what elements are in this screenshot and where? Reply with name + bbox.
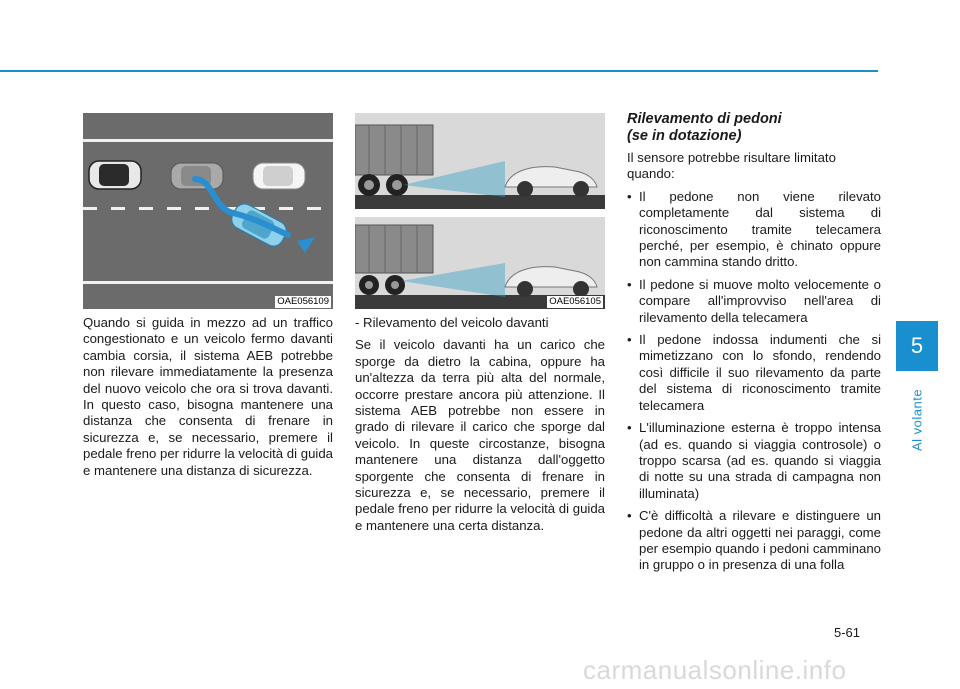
car-white-icon xyxy=(253,163,305,189)
figure-code: OAE056109 xyxy=(277,296,329,307)
heading-line2: (se in dotazione) xyxy=(627,128,742,144)
car-dark-icon xyxy=(89,161,141,189)
section-heading xyxy=(627,111,881,145)
column1-paragraph: Quando si guida in mezzo ad un traffico congestionato e un veicolo fermo davanti cambia corsia, il sistema AEB potrebbe non rilevare immediatamente la presenza del nuovo veicolo che ora si trova davanti. In questo caso, bisogna mantenere una distanza che consenta di frenare in sicurezza e, se necessario, premere il pedale freno per ridurre la velocità di guida e mantenere una distanza di sicurezza. xyxy=(83,315,333,478)
header-rule xyxy=(0,70,878,72)
column1-text xyxy=(83,315,333,485)
column3-intro: Il sensore potrebbe risultare limitato quando: xyxy=(627,150,836,182)
page-number: 5-61 xyxy=(834,625,861,640)
column2-text xyxy=(355,315,605,540)
truck-overhang-illustration xyxy=(355,113,605,309)
chapter-title: Al volante xyxy=(909,388,925,452)
watermark-link[interactable]: carmanualsonline.info xyxy=(583,655,847,685)
list-item: • Il pedone non viene rilevato completamente dal sistema di riconoscimento tramite telecamera perché, per esempio, è chinato oppure non cammina stando dritto. xyxy=(627,189,881,271)
chapter-tab[interactable] xyxy=(896,321,938,371)
figure-code: OAE056105 xyxy=(549,296,601,307)
column2-paragraph: Se il veicolo davanti ha un carico che sporge da dietro la cabina, oppure ha un'altezza da terra più alta del normale, occorre prestare ancora più attenzione. Il sistema AEB potrebbe non essere in grado di rilevare il carico che sporge dal veicolo. In queste circostanze, bisogna mantenere una distanza dall'oggetto sporgente che consenta di frenare in sicurezza e, se necessario, premere il pedale freno per ridurre la velocità di guida e mantenere una certa distanza. xyxy=(355,337,605,533)
figure-lane-change xyxy=(83,113,333,309)
figure-truck-overhang xyxy=(355,113,605,309)
car-grey-icon xyxy=(171,163,223,189)
limitations-list xyxy=(627,189,881,574)
list-item: • Il pedone si muove molto velocemente o compare all'improvviso nell'area di rilevamento della telecamera xyxy=(627,277,881,326)
chapter-title-vertical xyxy=(893,380,941,460)
list-item: • L'illuminazione esterna è troppo intensa (ad es. quando si viaggia controsole) o troppo scarsa (ad es. quando si viaggia di notte su una strada di campagna non illuminata) xyxy=(627,420,881,502)
figure-caption: - Rilevamento del veicolo davanti xyxy=(355,315,549,330)
list-item: • C'è difficoltà a rilevare e distinguere un pedone da altri oggetti nei paraggi, come per esempio quando i pedoni camminano in gruppo o in presenza di una folla xyxy=(627,508,881,574)
column3-text xyxy=(627,150,881,580)
heading-line1: Rilevamento di pedoni xyxy=(627,111,782,127)
list-item: • Il pedone indossa indumenti che si mimetizzano con lo sfondo, rendendo così difficile il suo rilevamento da parte del sistema di riconoscimento tramite telecamera xyxy=(627,332,881,414)
chapter-number: 5 xyxy=(910,333,924,358)
lane-change-illustration xyxy=(83,113,333,309)
